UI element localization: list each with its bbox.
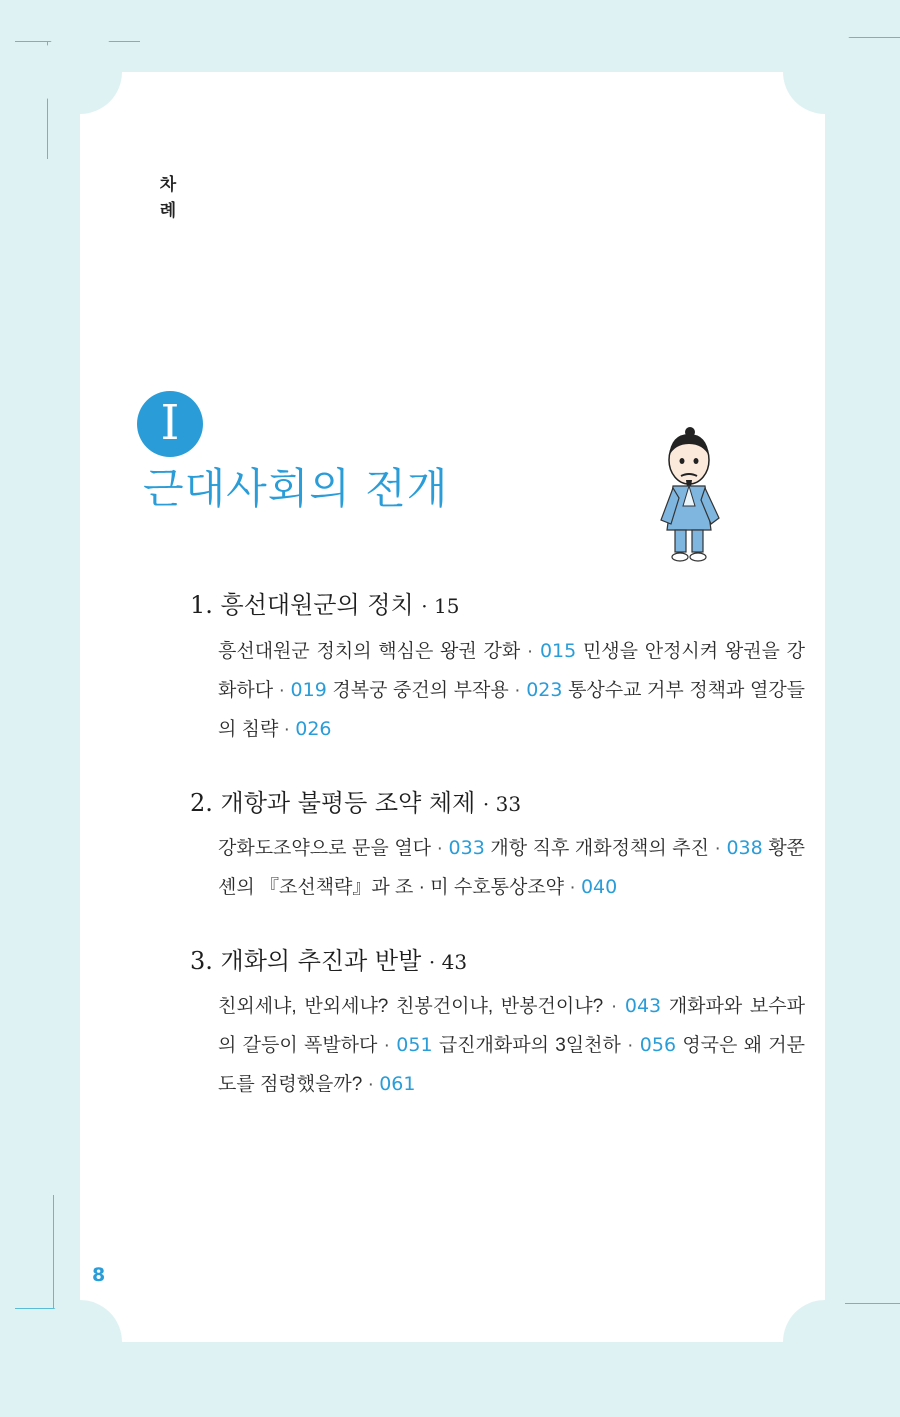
toc-entry: 영국은 왜 거문도를 점령했을까? [218,1035,805,1095]
section-title: 2. 개항과 불평등 조약 체제 [190,789,476,817]
toc-entry-page: 015 [539,640,577,662]
section-page: · 15 [421,594,460,618]
toc-entry-page: 019 [290,679,327,701]
frame-line-bottom-right-h [845,1303,900,1304]
toc-entry: 급진개화파의 3일천하 [438,1035,621,1056]
page-number: 8 [92,1264,106,1286]
toc-entry-page: 038 [726,837,763,859]
section-page: · 43 [428,950,468,974]
toc-entry: 흥선대원군 정치의 핵심은 왕권 강화 [218,641,521,662]
toc-label-char: 차 [159,175,177,195]
toc-entry: 강화도조약으로 문을 열다 [218,838,432,859]
part-number: I [160,395,180,451]
toc-entry-page: 056 [639,1034,677,1056]
toc-label-char: 례 [159,201,177,221]
scholar-figure-illustration [655,420,735,570]
toc-entry-page: 040 [580,876,618,898]
part-title: 근대사회의 전개 [143,464,449,513]
section-entries: 강화도조약으로 문을 열다 · 033 개항 직후 개화정책의 추진 · 038 황쭌셴의 『조선책략』과 조 · 미 수호통상조약 · 040 [218,837,806,898]
section-title: 3. 개화의 추진과 반발 [190,947,422,975]
corner-cutout [783,1300,867,1384]
section-heading [190,941,467,976]
corner-cutout [38,1300,122,1384]
toc-entry: 민생을 안정시켜 왕권을 강화하다 [218,641,805,701]
section-title: 1. 흥선대원군의 정치 [190,591,414,619]
toc-entry-page: 026 [295,718,332,740]
section-heading [190,585,459,620]
toc-entry-page: 023 [526,679,563,701]
corner-cutout [38,30,122,114]
toc-entry-page: 061 [379,1073,416,1095]
section-entries: 흥선대원군 정치의 핵심은 왕권 강화 · 015 민생을 안정시켜 왕권을 강화하다 · 019 경복궁 중건의 부작용 · 023 통상수교 거부 정책과 열강들의 침략 · 026 [218,640,806,740]
toc-entry-page: 033 [448,837,485,859]
section-entries: 친외세냐, 반외세냐? 친봉건이냐, 반봉건이냐? · 043 개화파와 보수파의 갈등이 폭발하다 · 051 급진개화파의 3일천하 · 056 영국은 왜 거문도를 점령했을까? · 061 [218,995,805,1095]
section-heading [190,783,521,818]
toc-entry-page: 043 [624,995,662,1017]
toc-entry: 황쭌셴의 『조선책략』과 조 · 미 수호통상조약 [218,838,806,898]
toc-entry: 개항 직후 개화정책의 추진 [490,838,709,859]
toc-entry: 통상수교 거부 정책과 열강들의 침략 [218,680,806,740]
toc-label [158,172,178,224]
toc-entry-page: 051 [396,1034,433,1056]
corner-cutout [783,30,867,114]
toc-entry: 경복궁 중건의 부작용 [332,680,509,701]
toc-entry: 친외세냐, 반외세냐? 친봉건이냐, 반봉건이냐? [218,996,604,1017]
part-number-badge [137,391,203,457]
section-page: · 33 [482,792,522,816]
toc-entry: 개화파와 보수파의 갈등이 폭발하다 [218,996,805,1056]
frame-line-bottom-left-v [53,1195,54,1308]
